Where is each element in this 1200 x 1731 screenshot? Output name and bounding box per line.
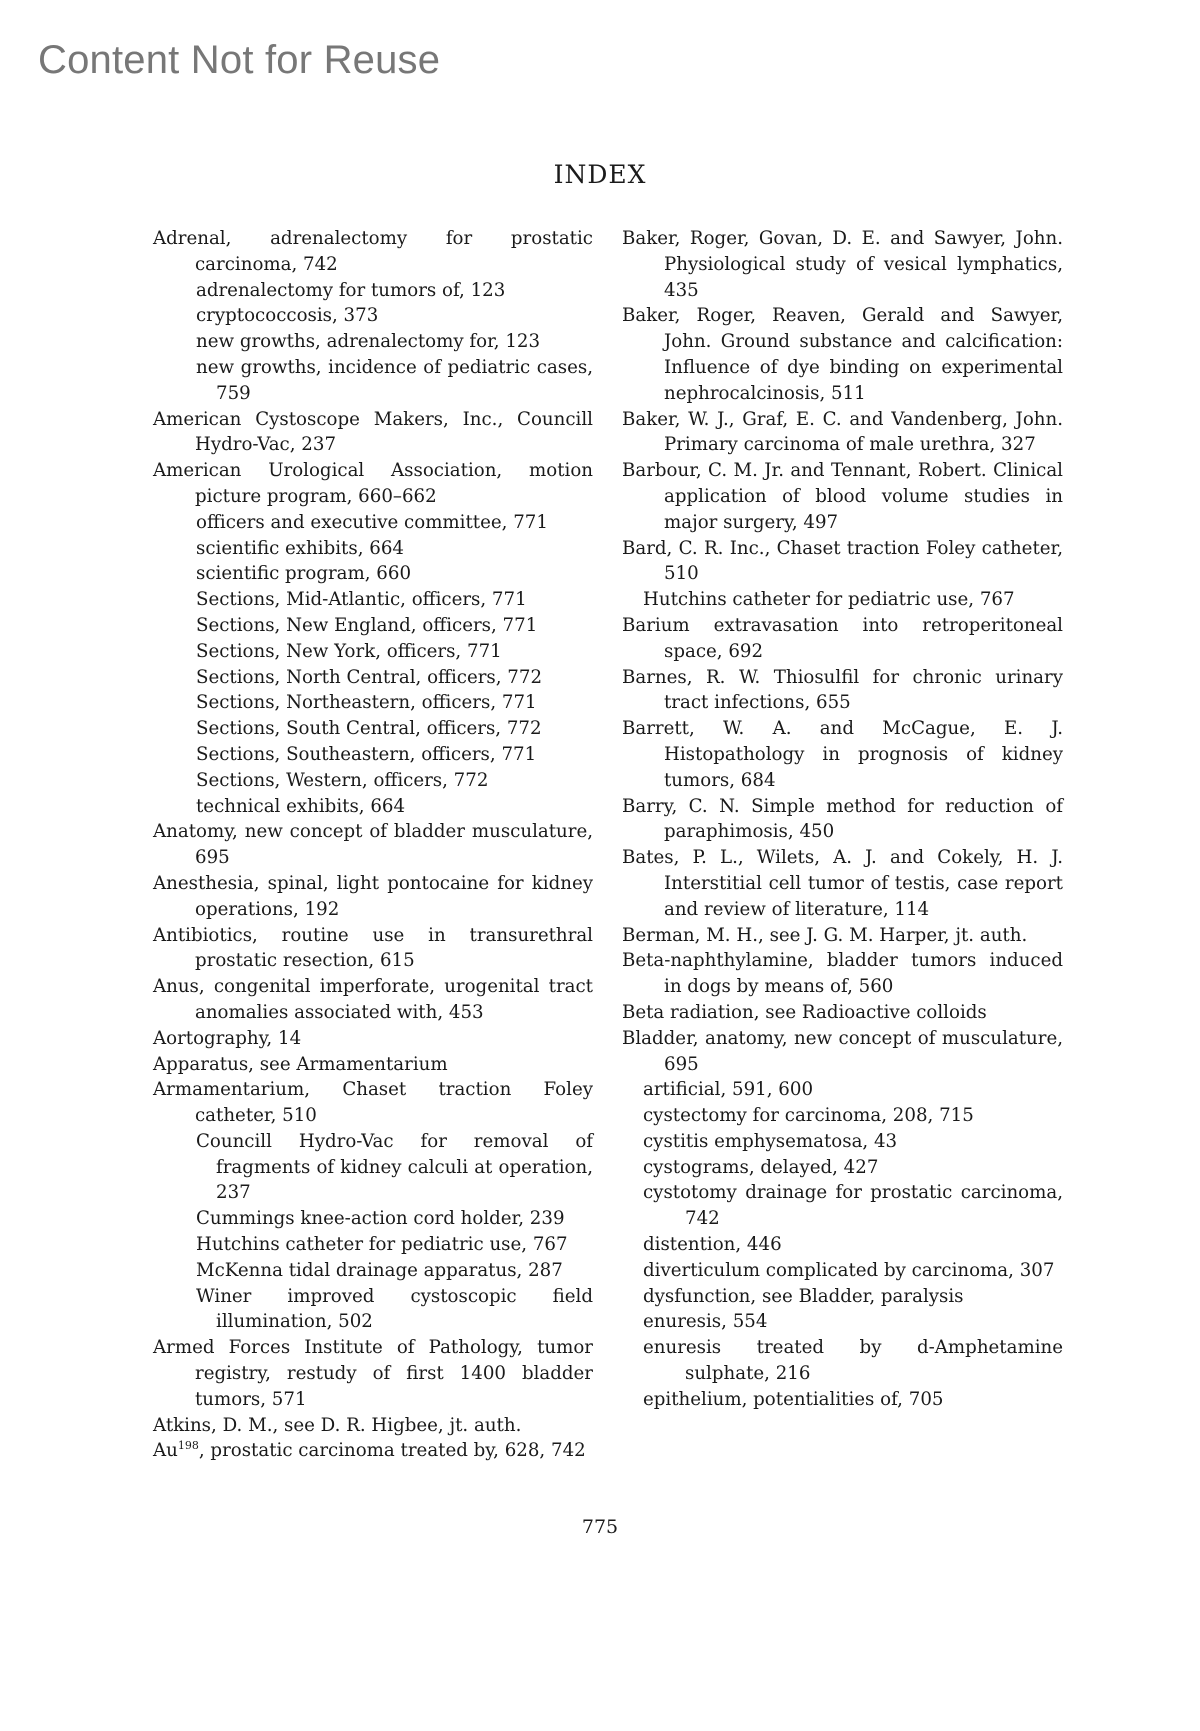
page-number: 775 <box>581 1516 619 1538</box>
index-subentry <box>153 716 593 742</box>
index-entry <box>622 613 1063 665</box>
index-entry-text: Barrett, W. A. and McCague, E. J. Histopathology in prognosis of kidney tumors, 684 <box>622 718 1063 791</box>
index-subentry <box>153 561 593 587</box>
index-entry-text: Armamentarium, Chaset traction Foley catheter, 510 <box>153 1079 593 1127</box>
index-subentry <box>153 665 593 691</box>
index-entry-text: Barry, C. N. Simple method for reduction of paraphimosis, 450 <box>622 795 1063 843</box>
index-entry <box>153 1052 593 1078</box>
index-entry-text: Hutchins catheter for pediatric use, 767 <box>643 589 1015 611</box>
index-entry <box>153 458 593 510</box>
index-entry-text: Barium extravasation into retroperitoneal space, 692 <box>622 614 1063 662</box>
index-entry-text: Adrenal, adrenalectomy for prostatic carcinoma, 742 <box>153 228 593 275</box>
index-entry-text: Sections, New England, officers, 771 <box>196 614 538 636</box>
index-entry <box>622 665 1063 717</box>
index-subentry <box>622 1103 1063 1129</box>
index-entry-text: scientific exhibits, 664 <box>196 537 404 559</box>
index-entry <box>622 845 1063 922</box>
index-entry <box>622 303 1063 406</box>
index-subentry <box>622 1129 1063 1155</box>
index-subentry <box>153 1206 593 1232</box>
index-entry-text: Sections, New York, officers, 771 <box>196 640 502 662</box>
index-subentry <box>153 587 593 613</box>
index-entry <box>622 923 1063 949</box>
index-entry-text: Sections, Southeastern, officers, 771 <box>196 743 537 765</box>
index-entry-text: Barnes, R. W. Thiosulfil for chronic urinary tract infections, 655 <box>622 666 1063 714</box>
index-entry <box>622 948 1063 1000</box>
index-entry-text: Sections, North Central, officers, 772 <box>196 666 543 688</box>
index-entry <box>622 458 1063 535</box>
index-entry-text-continued: , prostatic carcinoma treated by, 628, 742 <box>198 1440 586 1462</box>
index-entry-text: Sections, Mid-Atlantic, officers, 771 <box>196 589 527 611</box>
index-subentry <box>622 1284 1063 1310</box>
index-entry-text: Atkins, D. M., see D. R. Higbee, jt. auth. <box>153 1414 522 1436</box>
index-entry-text: Sections, South Central, officers, 772 <box>196 718 542 740</box>
index-entry <box>622 716 1063 793</box>
index-entry-text: dysfunction, see Bladder, paralysis <box>643 1285 964 1307</box>
page-title: INDEX <box>553 160 647 189</box>
index-subentry <box>153 613 593 639</box>
index-entry-text: cystotomy drainage for prostatic carcinoma, 742 <box>643 1182 1063 1230</box>
index-subentry <box>622 1258 1063 1284</box>
index-entry <box>622 536 1063 588</box>
index-subentry <box>153 510 593 536</box>
index-entry <box>153 923 593 975</box>
index-subentry <box>622 1387 1063 1413</box>
index-subentry <box>153 329 593 355</box>
index-subentry <box>622 1077 1063 1103</box>
index-subentry <box>153 768 593 794</box>
index-entry-text: American Cystoscope Makers, Inc., Councill Hydro-Vac, 237 <box>153 408 593 456</box>
index-subentry <box>622 1232 1063 1258</box>
index-subentry <box>153 1232 593 1258</box>
index-entry-text: Beta-naphthylamine, bladder tumors induced in dogs by means of, 560 <box>622 950 1063 998</box>
index-entry-text: Barbour, C. M. Jr. and Tennant, Robert. Clinical application of blood volume studies in major surgery, 497 <box>622 460 1063 533</box>
index-subentry <box>622 1155 1063 1181</box>
index-subentry <box>153 1129 593 1206</box>
index-entry-text: cystitis emphysematosa, 43 <box>643 1130 898 1152</box>
index-entry-text: scientific program, 660 <box>196 563 412 585</box>
index-entry-text: Antibiotics, routine use in transurethral prostatic resection, 615 <box>153 924 593 972</box>
isotope-superscript: 198 <box>177 1439 199 1453</box>
index-entry-text: technical exhibits, 664 <box>196 795 406 817</box>
index-entry <box>153 871 593 923</box>
index-entry-text: Anus, congenital imperforate, urogenital tract anomalies associated with, 453 <box>153 976 593 1023</box>
index-subentry <box>622 1335 1063 1387</box>
index-subentry <box>153 1284 593 1336</box>
index-entry-text: artificial, 591, 600 <box>643 1079 814 1101</box>
index-subentry <box>622 587 1063 613</box>
index-subentry <box>153 742 593 768</box>
index-entry-text: cystectomy for carcinoma, 208, 715 <box>643 1105 974 1127</box>
index-entry <box>153 1438 593 1464</box>
index-entry <box>153 1026 593 1052</box>
index-entry-text: Anatomy, new concept of bladder musculature, 695 <box>153 821 593 869</box>
index-entry <box>622 226 1063 303</box>
index-entry-text: cystograms, delayed, 427 <box>643 1156 879 1178</box>
index-subentry <box>153 1258 593 1284</box>
index-entry-text: Bard, C. R. Inc., Chaset traction Foley catheter, 510 <box>622 537 1063 585</box>
index-entry <box>622 407 1063 459</box>
index-entry <box>622 1026 1063 1078</box>
index-subentry <box>153 794 593 820</box>
index-entry-text: Bladder, anatomy, new concept of musculature, 695 <box>622 1027 1063 1075</box>
index-entry <box>622 1000 1063 1026</box>
index-subentry <box>153 690 593 716</box>
index-entry-text: Apparatus, see Armamentarium <box>153 1053 448 1075</box>
index-subentry <box>153 355 593 407</box>
index-entry-text: Berman, M. H., see J. G. M. Harper, jt. auth. <box>622 924 1028 946</box>
index-subentry <box>622 1309 1063 1335</box>
index-column-left <box>153 226 593 1464</box>
index-entry-text: epithelium, potentialities of, 705 <box>643 1388 944 1410</box>
index-entry-text: Cummings knee-action cord holder, 239 <box>196 1208 565 1230</box>
index-entry-text: Hutchins catheter for pediatric use, 767 <box>196 1234 568 1256</box>
index-entry-text: distention, 446 <box>643 1234 782 1256</box>
index-entry-text: new growths, adrenalectomy for, 123 <box>196 331 541 353</box>
index-column-right <box>622 226 1063 1413</box>
index-entry-text: American Urological Association, motion picture program, 660–662 <box>153 460 593 507</box>
index-entry <box>153 407 593 459</box>
index-entry <box>153 974 593 1026</box>
index-subentry <box>153 639 593 665</box>
index-entry-text: diverticulum complicated by carcinoma, 307 <box>643 1259 1055 1281</box>
index-entry <box>153 226 593 278</box>
index-entry-text: Baker, Roger, Govan, D. E. and Sawyer, John. Physiological study of vesical lymphatics, 435 <box>622 228 1063 301</box>
index-entry-text: McKenna tidal drainage apparatus, 287 <box>196 1259 563 1281</box>
index-entry-text: Au <box>153 1440 178 1462</box>
index-entry <box>153 1413 593 1439</box>
index-subentry <box>153 303 593 329</box>
index-entry <box>153 1335 593 1412</box>
index-entry-text: Councill Hydro-Vac for removal of fragments of kidney calculi at operation, 237 <box>196 1130 593 1204</box>
index-entry-text: officers and executive committee, 771 <box>196 511 548 533</box>
index-entry-text: Winer improved cystoscopic field illumination, 502 <box>196 1285 593 1333</box>
index-entry-text: Baker, W. J., Graf, E. C. and Vandenberg, John. Primary carcinoma of male urethra, 327 <box>622 408 1063 456</box>
index-entry-text: Anesthesia, spinal, light pontocaine for kidney operations, 192 <box>153 872 593 920</box>
index-entry <box>622 794 1063 846</box>
index-entry <box>153 819 593 871</box>
watermark: Content Not for Reuse <box>38 38 441 82</box>
index-entry-text: new growths, incidence of pediatric cases, 759 <box>196 356 593 404</box>
index-entry-text: enuresis treated by d-Amphetamine sulphate, 216 <box>643 1337 1063 1385</box>
index-subentry <box>153 278 593 304</box>
index-entry-text: Sections, Western, officers, 772 <box>196 769 489 791</box>
index-entry-text: Aortography, 14 <box>153 1027 302 1049</box>
index-entry-text: Baker, Roger, Reaven, Gerald and Sawyer, John. Ground substance and calcification: Influence of dye binding on experimental nephrocalcinosis, 511 <box>622 305 1063 404</box>
index-entry-text: enuresis, 554 <box>643 1311 768 1333</box>
index-entry-text: Sections, Northeastern, officers, 771 <box>196 692 537 714</box>
index-entry-text: Beta radiation, see Radioactive colloids <box>622 1001 987 1023</box>
index-entry-text: cryptococcosis, 373 <box>196 305 379 327</box>
index-subentry <box>153 536 593 562</box>
index-entry-text: Armed Forces Institute of Pathology, tumor registry, restudy of first 1400 bladder tumors, 571 <box>153 1337 593 1410</box>
index-entry <box>153 1077 593 1129</box>
index-subentry <box>622 1180 1063 1232</box>
index-entry-text: Bates, P. L., Wilets, A. J. and Cokely, H. J. Interstitial cell tumor of testis, case report and review of literature, 114 <box>622 847 1063 920</box>
index-entry-text: adrenalectomy for tumors of, 123 <box>196 279 506 301</box>
